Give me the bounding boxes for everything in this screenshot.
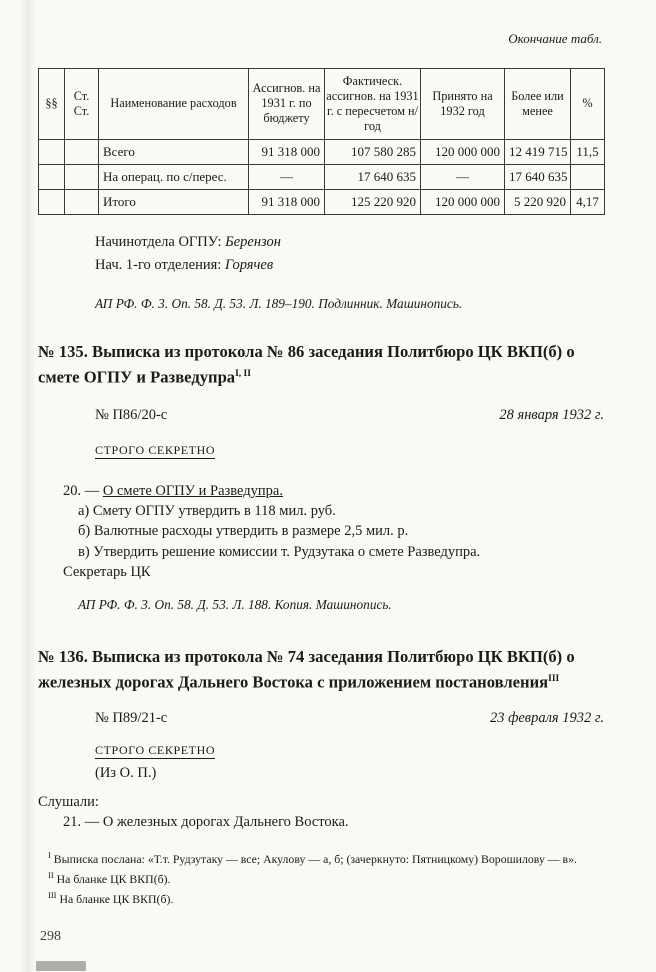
table-row-operations <box>39 164 605 189</box>
signature-block <box>95 231 604 277</box>
secrecy-stamp: СТРОГО СЕКРЕТНО <box>95 742 216 757</box>
document-135-heading-text: № 135. Выписка из протокола № 86 заседания Политбюро ЦК ВКП(б) о смете ОГПУ и Разведупра <box>38 342 575 387</box>
document-136-meta <box>38 708 604 728</box>
signature-line <box>95 231 604 254</box>
col-header-expense-name: Наименование расходов <box>99 68 249 139</box>
footnote-text: На бланке ЦК ВКП(б). <box>59 891 174 906</box>
col-header-accepted-1932: Принято на 1932 год <box>421 68 505 139</box>
cell-percent: 4,17 <box>571 189 605 214</box>
secrecy-stamp-wrap <box>95 440 604 460</box>
signature-role: Нач. 1-го отделения: <box>95 256 225 273</box>
signature-name: Берензон <box>225 233 281 250</box>
decision-point-v: в) Утвердить решение комиссии т. Рудзутака о смете Разведупра. <box>78 543 481 560</box>
col-header-percent: % <box>571 68 605 139</box>
cell <box>65 189 99 214</box>
table-row-total <box>39 139 605 164</box>
secretary-signoff: Секретарь ЦК <box>63 564 151 581</box>
cell-expense-name: На операц. по с/перес. <box>99 164 249 189</box>
cell-accepted-1932: — <box>421 164 505 189</box>
cell-expense-name: Всего <box>99 139 249 164</box>
cell-actual-1931: 17 640 635 <box>325 164 421 189</box>
signature-name: Горячев <box>224 256 274 273</box>
cell-accepted-1932: 120 000 000 <box>421 139 505 164</box>
budget-table <box>38 68 605 215</box>
secrecy-stamp-wrap <box>95 740 604 760</box>
secrecy-stamp: СТРОГО СЕКРЕТНО <box>95 442 216 457</box>
cell-more-or-less: 5 220 920 <box>505 189 571 214</box>
document-135-heading <box>38 340 604 389</box>
cell <box>65 164 99 189</box>
footnote-marker: II <box>48 869 54 880</box>
footnote-text: Выписка послана: «Т.т. Рудзутаку — все; Акулову — а, б; (зачеркнуто: Пятницкому) Ворошилову — в». <box>53 851 577 866</box>
signature-role: Начинотдела ОГПУ: <box>95 233 226 250</box>
cell-alloc-1931: 91 318 000 <box>249 139 325 164</box>
table-row-itogo <box>39 189 605 214</box>
footnote-2 <box>38 867 604 887</box>
protocol-number: № П89/21-с <box>95 709 168 726</box>
archive-reference: АП РФ. Ф. 3. Оп. 58. Д. 53. Л. 189–190. Подлинник. Машинопись. <box>95 295 463 311</box>
footnote-text: На бланке ЦК ВКП(б). <box>56 871 171 886</box>
cell-alloc-1931: — <box>249 164 325 189</box>
document-135-meta <box>38 405 604 425</box>
cell-alloc-1931: 91 318 000 <box>249 189 325 214</box>
col-header-paragraphs: §§ <box>39 68 65 139</box>
cell-expense-name: Итого <box>99 189 249 214</box>
document-136-heading <box>38 645 604 694</box>
cell-percent: 11,5 <box>571 139 605 164</box>
cell-actual-1931: 107 580 285 <box>325 139 421 164</box>
col-header-alloc-1931: Ассигнов. на 1931 г. по бюджету <box>249 68 325 139</box>
col-header-articles: Ст. Ст. <box>65 68 99 139</box>
footnote-1 <box>38 847 604 867</box>
table-header-row <box>39 68 605 139</box>
document-date: 28 января 1932 г. <box>499 406 604 423</box>
cell-percent <box>571 164 605 189</box>
agenda-item-21: 21. — О железных дорогах Дальнего Востока. <box>63 814 349 831</box>
scan-smudge <box>36 961 86 971</box>
col-header-more-or-less: Более или менее <box>505 68 571 139</box>
agenda-item-number: 20. — <box>63 482 103 499</box>
table-continuation-note: Окончание табл. <box>508 31 602 46</box>
protocol-number: № П86/20-с <box>95 406 168 423</box>
decision-point-b: б) Валютные расходы утвердить в размере 2,5 мил. р. <box>78 523 409 540</box>
page-number: 298 <box>40 928 61 944</box>
cell-more-or-less: 17 640 635 <box>505 164 571 189</box>
footnotes-block <box>38 847 604 907</box>
agenda-item-20 <box>38 481 604 501</box>
cell-accepted-1932: 120 000 000 <box>421 189 505 214</box>
document-136-footnote-marks: III <box>548 674 560 685</box>
cell-actual-1931: 125 220 920 <box>325 189 421 214</box>
heard-label: Слушали: <box>38 793 99 810</box>
cell <box>65 139 99 164</box>
from-op-note: (Из О. П.) <box>95 764 157 781</box>
document-135-footnote-marks: I, II <box>235 369 251 380</box>
footnote-3 <box>38 887 604 907</box>
footnote-marker: I <box>48 849 51 860</box>
cell <box>39 189 65 214</box>
signature-line <box>95 254 604 277</box>
cell-more-or-less: 12 419 715 <box>505 139 571 164</box>
cell <box>39 139 65 164</box>
cell <box>39 164 65 189</box>
footnote-marker: III <box>48 889 57 900</box>
archive-reference: АП РФ. Ф. 3. Оп. 58. Д. 53. Л. 188. Копия. Машинопись. <box>78 596 392 612</box>
agenda-item-title: О смете ОГПУ и Разведупра. <box>102 482 283 499</box>
col-header-actual-1931: Фактическ. ассигнов. на 1931 г. с пересчетом н/год <box>325 68 421 139</box>
document-136-heading-text: № 136. Выписка из протокола № 74 заседания Политбюро ЦК ВКП(б) о железных дорогах Дальнего Востока с приложением постановления <box>38 647 575 692</box>
document-date: 23 февраля 1932 г. <box>489 709 604 726</box>
decision-point-a: а) Смету ОГПУ утвердить в 118 мил. руб. <box>78 502 336 519</box>
